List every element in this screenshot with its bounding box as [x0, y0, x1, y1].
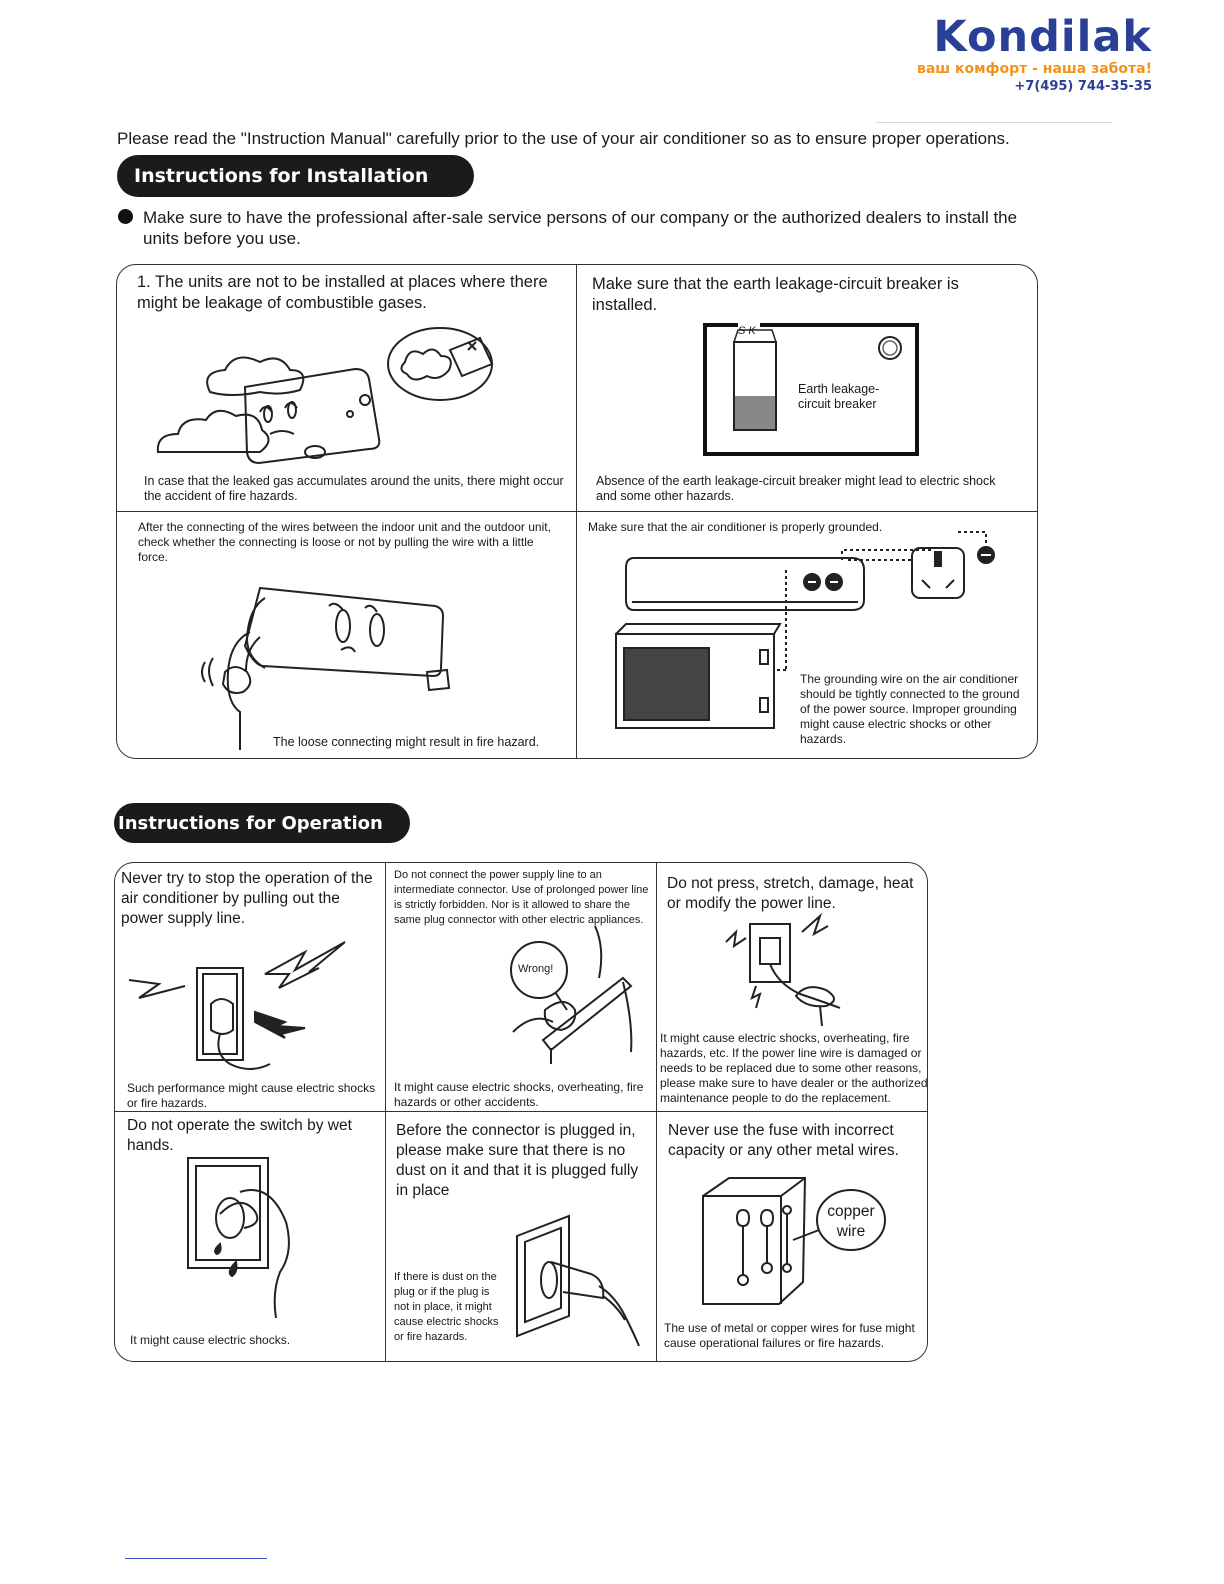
op-cell-5-title: Before the connector is plugged in, please make sure that there is no dust on it and that it is plugged fully in place [396, 1122, 639, 1199]
installation-heading: Instructions for Installation [117, 155, 474, 197]
op-cell-4-caption: It might cause electric shocks. [130, 1333, 291, 1347]
panel-divider [385, 863, 386, 1361]
op-cell-6-caption: The use of metal or copper wires for fuse might cause operational failures or fire hazards. [664, 1321, 915, 1350]
op-cell-1-caption: Such performance might cause electric shocks or fire hazards. [127, 1081, 376, 1110]
brand-name: Kondilak [933, 12, 1152, 62]
panel-divider [117, 511, 1037, 512]
wire-connection-illustration [195, 582, 465, 754]
damaged-cord-illustration [722, 912, 852, 1030]
install-cell-3-title: After the connecting of the wires between the indoor unit and the outdoor unit, check whether the connecting is loose or not by pulling the wire with a little force. [138, 520, 551, 564]
wet-hands-illustration [180, 1152, 300, 1322]
fuse-box-illustration [695, 1176, 895, 1312]
install-cell-4-title: Make sure that the air conditioner is properly grounded. [588, 520, 883, 534]
install-cell-1-caption: In case that the leaked gas accumulates around the units, there might occur the accident of fire hazards. [144, 474, 564, 503]
footer-rule [125, 1558, 267, 1559]
intro-text: Please read the "Instruction Manual" carefully prior to the use of your air conditioner so as to ensure proper operations. [117, 129, 1010, 148]
op-cell-6-title: Never use the fuse with incorrect capacity or any other metal wires. [668, 1122, 899, 1159]
op-cell-5-caption: If there is dust on the plug or if the plug is not in place, it might cause electric shocks or fire hazards. [394, 1271, 499, 1343]
plug-insertion-illustration [505, 1210, 645, 1350]
gas-leak-illustration [150, 322, 500, 472]
pulling-plug-illustration [125, 938, 355, 1073]
wrong-bubble-text: Wrong! [518, 963, 554, 975]
breaker-sk-label: S K [738, 325, 756, 337]
brand-logo [896, 14, 1152, 96]
panel-divider [115, 1111, 927, 1112]
install-cell-1-title: 1. The units are not to be installed at places where there might be leakage of combustible gases. [137, 273, 548, 312]
op-cell-4-title: Do not operate the switch by wet hands. [127, 1117, 352, 1154]
op-cell-2-caption: It might cause electric shocks, overheating, fire hazards or other accidents. [394, 1080, 644, 1109]
header-divider [876, 122, 1112, 123]
operation-heading: Instructions for Operation [114, 803, 410, 843]
brand-phone: +7(495) 744-35-35 [1014, 79, 1152, 94]
extension-cord-illustration [505, 920, 645, 1070]
op-cell-2-title: Do not connect the power supply line to an intermediate connector. Use of prolonged power line is strictly forbidden. Nor is it allowed to share the same plug connector with other electric appliances. [394, 869, 649, 926]
copper-wire-bubble-text: copper wire [827, 1203, 875, 1240]
breaker-label: Earth leakage-circuit breaker [798, 382, 880, 411]
op-cell-3-caption: It might cause electric shocks, overheating, fire hazards, etc. If the power line wire is damaged or needs to be replaced due to some other reasons, please make sure to have dealer or the authorized maintenance people to do the replacement. [660, 1031, 928, 1105]
installation-bullet: Make sure to have the professional after-sale service persons of our company or the authorized dealers to install the units before you use. [143, 208, 1018, 248]
install-cell-2-title: Make sure that the earth leakage-circuit breaker is installed. [592, 275, 959, 314]
install-cell-3-caption: The loose connecting might result in fire hazard. [273, 735, 540, 749]
op-cell-1-title: Never try to stop the operation of the air conditioner by pulling out the power supply line. [121, 870, 373, 927]
install-cell-4-caption: The grounding wire on the air conditioner should be tightly connected to the ground of the power source. Improper grounding might cause electric shocks or other hazards. [800, 672, 1020, 746]
install-cell-2-caption: Absence of the earth leakage-circuit breaker might lead to electric shock and some other hazards. [596, 474, 996, 503]
bullet-icon [118, 209, 133, 224]
brand-slogan: ваш комфорт - наша забота! [916, 61, 1152, 77]
panel-divider [656, 863, 657, 1361]
op-cell-3-title: Do not press, stretch, damage, heat or modify the power line. [667, 875, 914, 912]
